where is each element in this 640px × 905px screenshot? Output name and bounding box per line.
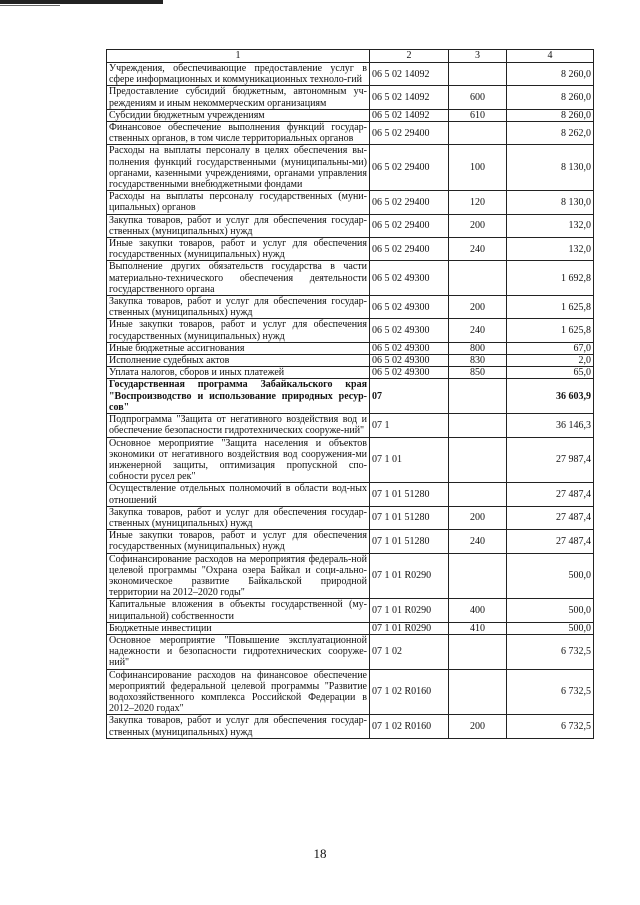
row-code-cell: 06 5 02 49300 bbox=[370, 355, 449, 367]
row-name-cell: Финансовое обеспечение выполнения функций государ-ственных органов, в том числе территориальных органов bbox=[107, 122, 370, 145]
row-sum-cell: 67,0 bbox=[507, 342, 594, 354]
row-code-cell: 06 5 02 14092 bbox=[370, 63, 449, 86]
row-code-cell: 07 1 01 R0290 bbox=[370, 599, 449, 622]
row-name-cell: Капитальные вложения в объекты государственной (му-ниципальной) собственности bbox=[107, 599, 370, 622]
row-name-cell: Осуществление отдельных полномочий в области вод-ных отношений bbox=[107, 483, 370, 506]
row-code-cell: 07 1 01 51280 bbox=[370, 506, 449, 529]
row-code-cell: 06 5 02 49300 bbox=[370, 296, 449, 319]
row-code-cell: 06 5 02 29400 bbox=[370, 122, 449, 145]
row-sum-cell: 36 603,9 bbox=[507, 379, 594, 414]
table-row bbox=[107, 214, 594, 237]
row-name-cell: Подпрограмма "Защита от негативного воздействия вод и обеспечение безопасности гидротехнических сооруже-ний" bbox=[107, 414, 370, 437]
row-sum-cell: 8 260,0 bbox=[507, 109, 594, 121]
row-type-cell: 200 bbox=[449, 506, 507, 529]
row-type-cell: 200 bbox=[449, 296, 507, 319]
budget-table bbox=[106, 49, 594, 739]
row-name-cell: Исполнение судебных актов bbox=[107, 355, 370, 367]
row-code-cell: 07 bbox=[370, 379, 449, 414]
row-name-cell: Выполнение других обязательств государства в части материально-технического обеспечения деятельности государственного органа bbox=[107, 261, 370, 296]
row-name-cell: Предоставление субсидий бюджетным, автономным уч-реждениям и иным некоммерческим организациям bbox=[107, 86, 370, 109]
row-type-cell bbox=[449, 553, 507, 599]
scan-corner-mark bbox=[0, 0, 163, 10]
row-code-cell: 07 1 01 R0290 bbox=[370, 622, 449, 634]
row-type-cell: 410 bbox=[449, 622, 507, 634]
row-type-cell: 240 bbox=[449, 319, 507, 342]
table-row bbox=[107, 296, 594, 319]
row-type-cell bbox=[449, 483, 507, 506]
table-row bbox=[107, 342, 594, 354]
row-type-cell: 800 bbox=[449, 342, 507, 354]
row-type-cell bbox=[449, 414, 507, 437]
header-col-2: 2 bbox=[370, 50, 449, 63]
row-sum-cell: 500,0 bbox=[507, 599, 594, 622]
table-row bbox=[107, 63, 594, 86]
header-col-4: 4 bbox=[507, 50, 594, 63]
row-code-cell: 07 1 02 R0160 bbox=[370, 715, 449, 738]
row-name-cell: Иные бюджетные ассигнования bbox=[107, 342, 370, 354]
row-name-cell: Закупка товаров, работ и услуг для обеспечения государ-ственных (муниципальных) нужд bbox=[107, 214, 370, 237]
row-name-cell: Учреждения, обеспечивающие предоставление услуг в сфере информационных и коммуникационных техноло-гий bbox=[107, 63, 370, 86]
row-name-cell: Иные закупки товаров, работ и услуг для обеспечения государственных (муниципальных) нужд bbox=[107, 530, 370, 553]
row-sum-cell: 132,0 bbox=[507, 238, 594, 261]
row-code-cell: 06 5 02 49300 bbox=[370, 367, 449, 379]
header-col-3: 3 bbox=[449, 50, 507, 63]
row-type-cell bbox=[449, 379, 507, 414]
table-row bbox=[107, 622, 594, 634]
row-type-cell bbox=[449, 669, 507, 715]
row-type-cell bbox=[449, 634, 507, 669]
row-type-cell: 200 bbox=[449, 715, 507, 738]
row-code-cell: 06 5 02 49300 bbox=[370, 261, 449, 296]
row-sum-cell: 500,0 bbox=[507, 622, 594, 634]
row-name-cell: Закупка товаров, работ и услуг для обеспечения государ-ственных (муниципальных) нужд bbox=[107, 296, 370, 319]
row-sum-cell: 8 130,0 bbox=[507, 145, 594, 191]
row-type-cell: 240 bbox=[449, 530, 507, 553]
row-code-cell: 07 1 bbox=[370, 414, 449, 437]
row-name-cell: Расходы на выплаты персоналу государственных (муни-ципальных) органов bbox=[107, 191, 370, 214]
header-row bbox=[107, 50, 594, 63]
table-row bbox=[107, 530, 594, 553]
row-code-cell: 06 5 02 29400 bbox=[370, 214, 449, 237]
row-code-cell: 07 1 02 R0160 bbox=[370, 669, 449, 715]
row-type-cell bbox=[449, 122, 507, 145]
table-row bbox=[107, 191, 594, 214]
row-sum-cell: 8 260,0 bbox=[507, 86, 594, 109]
row-sum-cell: 132,0 bbox=[507, 214, 594, 237]
row-sum-cell: 27 487,4 bbox=[507, 506, 594, 529]
row-code-cell: 06 5 02 29400 bbox=[370, 145, 449, 191]
row-sum-cell: 8 130,0 bbox=[507, 191, 594, 214]
row-type-cell: 120 bbox=[449, 191, 507, 214]
row-sum-cell: 27 487,4 bbox=[507, 530, 594, 553]
row-name-cell: Закупка товаров, работ и услуг для обеспечения государ-ственных (муниципальных) нужд bbox=[107, 715, 370, 738]
table-row bbox=[107, 86, 594, 109]
table-row bbox=[107, 367, 594, 379]
table-row bbox=[107, 599, 594, 622]
row-code-cell: 07 1 01 51280 bbox=[370, 483, 449, 506]
row-sum-cell: 6 732,5 bbox=[507, 634, 594, 669]
row-name-cell: Субсидии бюджетным учреждениям bbox=[107, 109, 370, 121]
row-type-cell: 240 bbox=[449, 238, 507, 261]
table-row bbox=[107, 319, 594, 342]
row-name-cell: Основное мероприятие "Защита населения и объектов экономики от негативного воздействия вод сооружения-ми инженерной защиты, оптимизация пропускной спо-собности русел рек" bbox=[107, 437, 370, 483]
row-sum-cell: 65,0 bbox=[507, 367, 594, 379]
row-sum-cell: 6 732,5 bbox=[507, 715, 594, 738]
row-type-cell bbox=[449, 437, 507, 483]
row-type-cell: 200 bbox=[449, 214, 507, 237]
row-sum-cell: 2,0 bbox=[507, 355, 594, 367]
row-sum-cell: 1 692,8 bbox=[507, 261, 594, 296]
row-name-cell: Софинансирование расходов на мероприятия федераль-ной целевой программы "Охрана озера Байкал и соци-ально-экономическое развитие Байкальской природной территории на 2012–2020 годы" bbox=[107, 553, 370, 599]
row-name-cell: Иные закупки товаров, работ и услуг для обеспечения государственных (муниципальных) нужд bbox=[107, 319, 370, 342]
table-row bbox=[107, 261, 594, 296]
row-code-cell: 06 5 02 29400 bbox=[370, 238, 449, 261]
table-row bbox=[107, 355, 594, 367]
header-col-1: 1 bbox=[107, 50, 370, 63]
row-type-cell: 830 bbox=[449, 355, 507, 367]
row-type-cell bbox=[449, 63, 507, 86]
row-type-cell: 610 bbox=[449, 109, 507, 121]
table-row bbox=[107, 553, 594, 599]
row-sum-cell: 1 625,8 bbox=[507, 319, 594, 342]
row-sum-cell: 36 146,3 bbox=[507, 414, 594, 437]
row-name-cell: Основное мероприятие "Повышение эксплуатационной надежности и безопасности гидротехнических сооруже-ний" bbox=[107, 634, 370, 669]
row-sum-cell: 500,0 bbox=[507, 553, 594, 599]
row-name-cell: Расходы на выплаты персоналу в целях обеспечения вы-полнения функций государственными (муниципальны-ми) органами, казенными учреждениями, органами управления государственными внебюджетными фондами bbox=[107, 145, 370, 191]
row-code-cell: 07 1 02 bbox=[370, 634, 449, 669]
row-code-cell: 07 1 01 51280 bbox=[370, 530, 449, 553]
row-code-cell: 06 5 02 14092 bbox=[370, 86, 449, 109]
table-row bbox=[107, 437, 594, 483]
row-code-cell: 06 5 02 14092 bbox=[370, 109, 449, 121]
page-number: 18 bbox=[313, 846, 327, 861]
table-row bbox=[107, 506, 594, 529]
row-sum-cell: 1 625,8 bbox=[507, 296, 594, 319]
table-row bbox=[107, 483, 594, 506]
row-type-cell: 600 bbox=[449, 86, 507, 109]
row-sum-cell: 8 262,0 bbox=[507, 122, 594, 145]
table-row bbox=[107, 379, 594, 414]
table-row bbox=[107, 669, 594, 715]
row-name-cell: Софинансирование расходов на финансовое обеспечение мероприятий федеральной целевой программы "Развитие водохозяйственного комплекса Российской Федерации в 2012–2020 годах" bbox=[107, 669, 370, 715]
table-row bbox=[107, 715, 594, 738]
row-sum-cell: 6 732,5 bbox=[507, 669, 594, 715]
table-row bbox=[107, 109, 594, 121]
row-type-cell: 850 bbox=[449, 367, 507, 379]
row-name-cell: Бюджетные инвестиции bbox=[107, 622, 370, 634]
table-row bbox=[107, 414, 594, 437]
row-name-cell: Государственная программа Забайкальского края "Воспроизводство и использование природных ресур-сов" bbox=[107, 379, 370, 414]
row-code-cell: 06 5 02 29400 bbox=[370, 191, 449, 214]
row-type-cell: 100 bbox=[449, 145, 507, 191]
row-code-cell: 07 1 01 bbox=[370, 437, 449, 483]
row-code-cell: 07 1 01 R0290 bbox=[370, 553, 449, 599]
row-name-cell: Закупка товаров, работ и услуг для обеспечения государ-ственных (муниципальных) нужд bbox=[107, 506, 370, 529]
row-code-cell: 06 5 02 49300 bbox=[370, 319, 449, 342]
row-type-cell: 400 bbox=[449, 599, 507, 622]
table-row bbox=[107, 238, 594, 261]
row-name-cell: Уплата налогов, сборов и иных платежей bbox=[107, 367, 370, 379]
row-type-cell bbox=[449, 261, 507, 296]
row-sum-cell: 27 487,4 bbox=[507, 483, 594, 506]
row-code-cell: 06 5 02 49300 bbox=[370, 342, 449, 354]
table-row bbox=[107, 634, 594, 669]
row-sum-cell: 8 260,0 bbox=[507, 63, 594, 86]
row-name-cell: Иные закупки товаров, работ и услуг для обеспечения государственных (муниципальных) нужд bbox=[107, 238, 370, 261]
table-row bbox=[107, 145, 594, 191]
table-row bbox=[107, 122, 594, 145]
row-sum-cell: 27 987,4 bbox=[507, 437, 594, 483]
